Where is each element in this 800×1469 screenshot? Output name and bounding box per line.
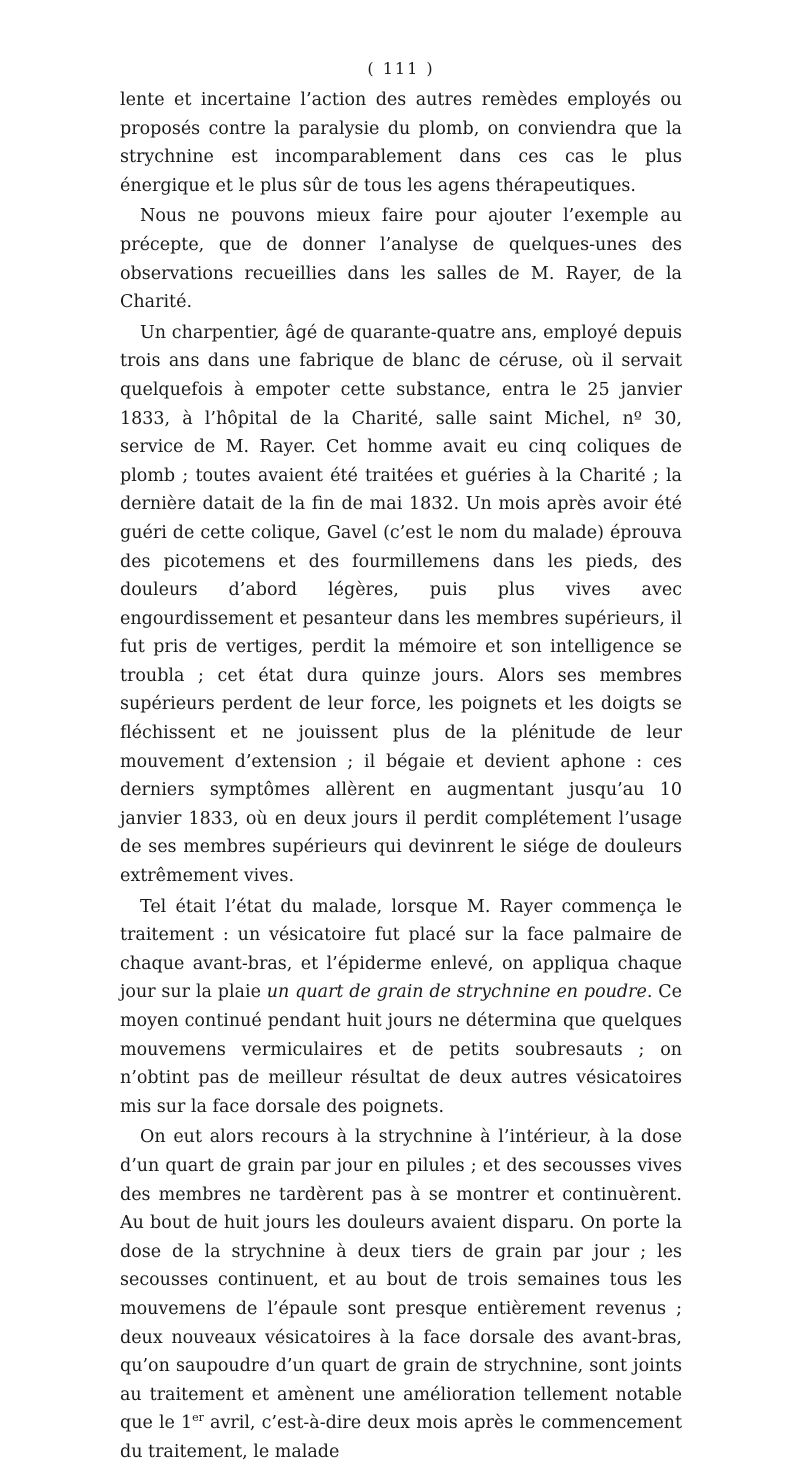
paragraph-3: Un charpentier, âgé de quarante-quatre ans, employé depuis trois ans dans une fabrique de blanc de céruse, où il servait quelquefois à empoter cette substance, entra le 25 janvier 1833, à l’hôpital de la Charité, salle saint Michel, nº 30, service de M. Rayer. Cet homme avait eu cinq coliques de plomb ; toutes avaient été traitées et guéries à la Charité ; la dernière datait de la fin de mai 1832. Un mois après avoir été guéri de cette colique, Gavel (c’est le nom du malade) éprouva des picotemens et des fourmillemens dans les pieds, des douleurs d’abord légères, puis plus vives avec engourdissement et pesanteur dans les membres supérieurs, il fut pris de vertiges, perdit la mémoire et son intelligence se troubla ; cet état dura quinze jours. Alors ses membres supérieurs perdent de leur force, les poignets et les doigts se fléchissent et ne jouissent plus de la plénitude de leur mouvement d’extension ; il bégaie et devient aphone : ces derniers symptômes allèrent en augmentant jusqu’au 10 janvier 1833, où en deux jours il perdit complétement l’usage de ses membres supérieurs qui devinrent le siége de douleurs extrêmement vives. <box>120 322 682 887</box>
book-page <box>120 58 682 1469</box>
paragraph-4-text-b: . Ce moyen continué pendant huit jours ne détermina que quelques mouvemens vermiculaires et de petits soubresauts ; on n’obtint pas de meilleur résultat de deux autres vésicatoires mis sur la face dorsale des poignets. <box>120 982 683 1117</box>
paragraph-4-emphasis: un quart de grain de strychnine en poudre <box>266 982 647 1003</box>
paragraph-4 <box>120 893 682 1122</box>
paragraph-5 <box>120 1123 682 1466</box>
page-number: ( 111 ) <box>367 59 435 78</box>
paragraph-5-superscript: er <box>192 1411 204 1425</box>
paragraph-4-text-a: Tel était l’état du malade, lorsque M. Rayer commença le traitement : un vésicatoire fut placé sur la face palmaire de chaque avant-bras, et l’épiderme enlevé, on appliqua chaque jour sur la plaie <box>120 896 682 1003</box>
paragraph-5-text-a: On eut alors recours à la strychnine à l’intérieur, à la dose d’un quart de grain par jour en pilules ; et des secousses vives des membres ne tardèrent pas à se montrer et continuèrent. Au bout de huit jours les douleurs avaient disparu. On porte la dose de la strychnine à deux tiers de grain par jour ; les secousses continuent, et au bout de trois semaines tous les mouvemens de l’épaule sont presque entièrement revenus ; deux nouveaux vésicatoires à la face dorsale des avant-bras, qu’on saupoudre d’un quart de grain de strychnine, sont joints au traitement et amènent une amélioration tellement notable que le 1 <box>120 1127 682 1434</box>
paragraph-5-text-b: avril, c’est-à-dire deux mois après le commencement du traitement, le malade <box>120 1413 682 1462</box>
paragraph-1: lente et incertaine l’action des autres remèdes employés ou proposés contre la paralysie du plomb, on conviendra que la strychnine est incomparablement dans ces cas le plus énergique et le plus sûr de tous les agens thérapeutiques. <box>120 90 682 196</box>
paragraph-2: Nous ne pouvons mieux faire pour ajouter l’exemple au précepte, que de donner l’analyse de quelques-unes des observations recueillies dans les salles de M. Rayer, de la Charité. <box>120 206 682 313</box>
